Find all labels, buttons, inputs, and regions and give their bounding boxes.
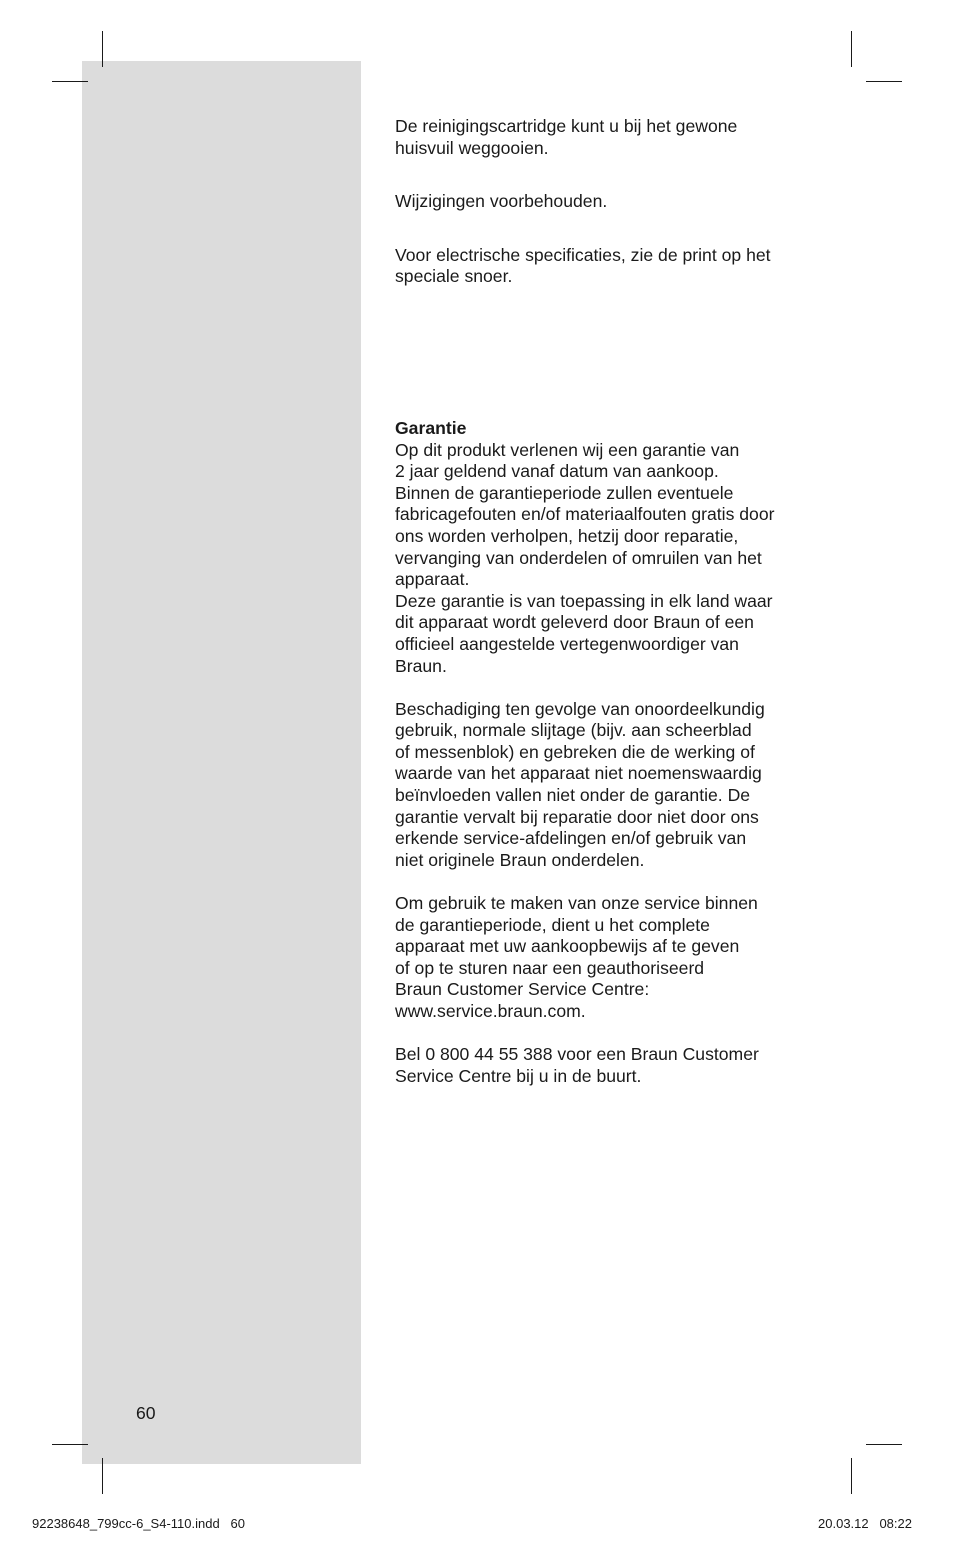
crop-mark-bottom-right-horizontal <box>866 1444 902 1445</box>
crop-mark-top-right-horizontal <box>866 81 902 82</box>
page-number: 60 <box>136 1403 156 1423</box>
main-text-column <box>395 116 835 1087</box>
crop-mark-top-left-horizontal <box>52 81 88 82</box>
warranty-paragraph-1: Op dit produkt verlenen wij een garantie van 2 jaar geldend vanaf datum van aankoop. Binnen de garantieperiode zullen eventuele fabricagefouten en/of materiaalfouten gratis door ons worden verholpen, hetzij door reparatie, vervanging van onderdelen of omruilen van het apparaat. Deze garantie is van toepassing in elk land waar dit apparaat wordt geleverd door Braun of een officieel aangestelde vertegenwoordiger van Braun. <box>395 439 775 676</box>
slug-file-info: 92238648_799cc-6_S4-110.indd 60 <box>32 1516 245 1531</box>
disposal-paragraph: De reinigingscartridge kunt u bij het gewone huisvuil weggooien. <box>395 116 738 158</box>
crop-mark-top-left-vertical <box>102 31 103 67</box>
gray-sidebar-column <box>82 61 361 1464</box>
crop-mark-bottom-right-vertical <box>851 1458 852 1494</box>
warranty-paragraph-3: Om gebruik te maken van onze service binnen de garantieperiode, dient u het complete apparaat met uw aankoopbewijs af te geven of op te sturen naar een geauthoriseerd Braun Customer Service Centre: www.service.braun.com. <box>395 893 758 1021</box>
warranty-heading: Garantie <box>395 417 467 438</box>
crop-mark-bottom-left-horizontal <box>52 1444 88 1445</box>
warranty-paragraph-4: Bel 0 800 44 55 388 voor een Braun Customer Service Centre bij u in de buurt. <box>395 1044 759 1086</box>
changes-reserved-paragraph: Wijzigingen voorbehouden. <box>395 191 608 212</box>
warranty-paragraph-2: Beschadiging ten gevolge van onoordeelkundig gebruik, normale slijtage (bijv. aan scheerblad of messenblok) en gebreken die de werking of waarde van het apparaat niet noemenswaardig beïnvloeden vallen niet onder de garantie. De garantie vervalt bij reparatie door niet door ons erkende service-afdelingen en/of gebruik van niet originele Braun onderdelen. <box>395 698 765 870</box>
crop-mark-bottom-left-vertical <box>102 1458 103 1494</box>
slug-date-time: 20.03.12 08:22 <box>818 1516 912 1531</box>
electrical-specs-paragraph: Voor electrische specificaties, zie de print op het speciale snoer. <box>395 244 771 287</box>
crop-mark-top-right-vertical <box>851 31 852 67</box>
